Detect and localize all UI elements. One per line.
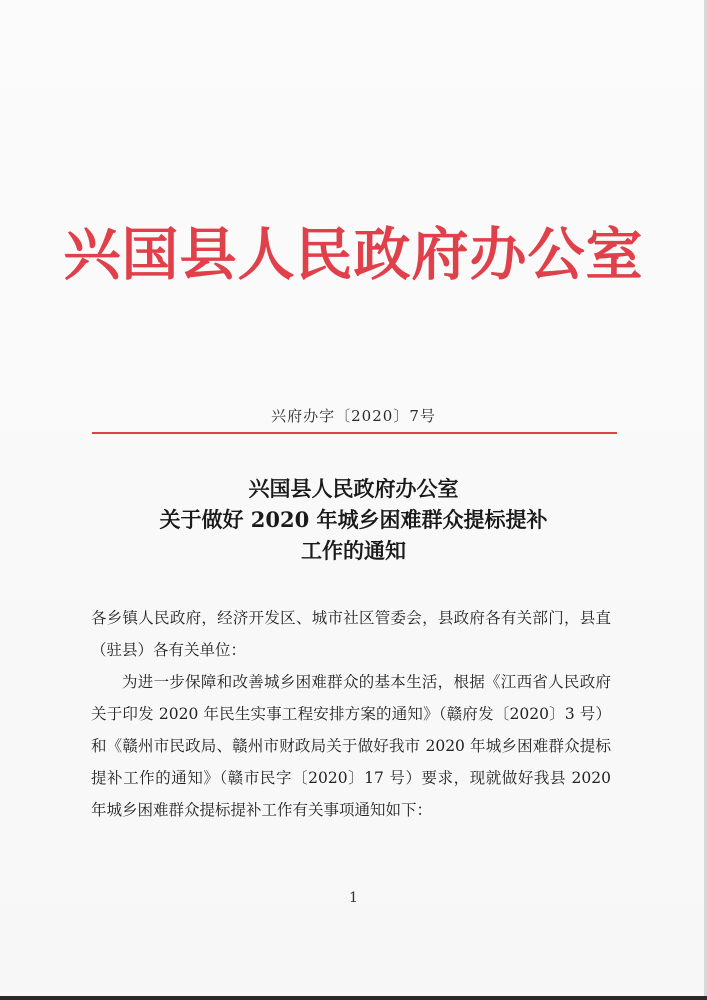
document-number: 兴府办字〔2020〕7号	[271, 407, 436, 425]
red-separator-line	[92, 432, 617, 434]
title-line-2: 关于做好 2020 年城乡困难群众提标提补	[159, 507, 548, 532]
salutation: 各乡镇人民政府，经济开发区、城市社区管委会，县政府各有关部门，县直（驻县）各有关单位：	[91, 609, 611, 659]
body-paragraph: 为进一步保障和改善城乡困难群众的基本生活，根据《江西省人民政府关于印发 2020 年民生实事工程安排方案的通知》（赣府发〔2020〕3 号）和《赣州市民政局、赣州市财政局关于做好我市 2020 年城乡困难群众提标提补工作的通知》（赣市民字〔2020〕17 号）要求，现就做好我县 2020 年城乡困难群众提标提补工作有关事项通知如下：	[91, 673, 611, 819]
title-line-3: 工作的通知	[301, 538, 406, 563]
title-line-1: 兴国县人民政府办公室	[248, 476, 459, 501]
notice-title	[0, 473, 707, 566]
page-number: 1	[349, 890, 358, 906]
notice-body	[91, 602, 611, 826]
masthead-title: 兴国县人民政府办公室	[63, 221, 644, 288]
bottom-edge	[0, 996, 707, 1000]
